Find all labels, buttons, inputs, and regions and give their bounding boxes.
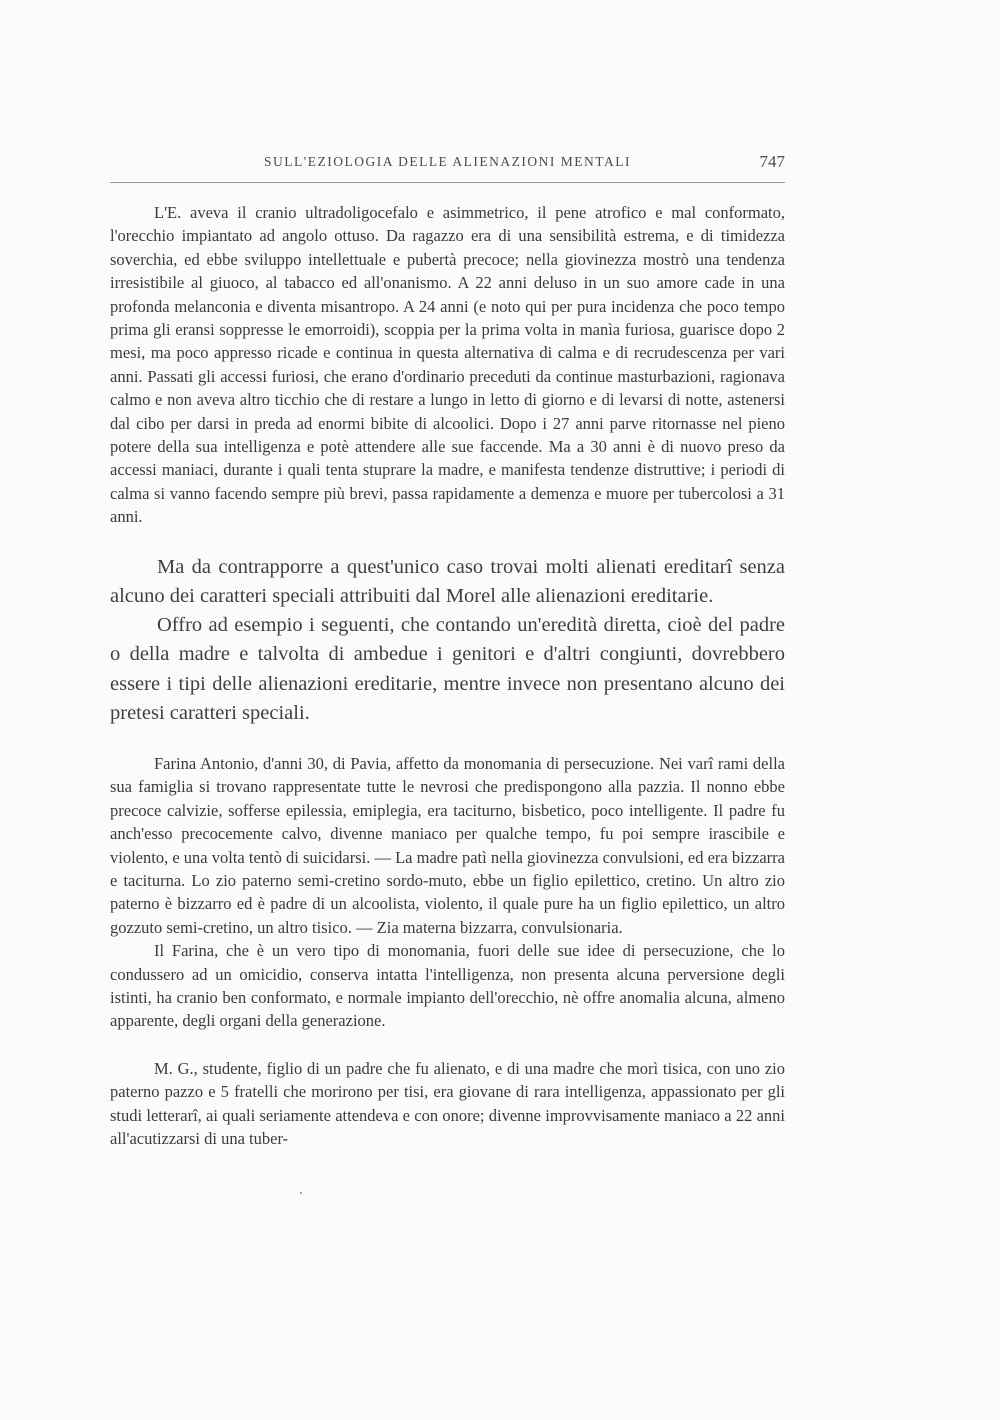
page-number: 747 [759, 152, 785, 171]
case-farina-section [110, 752, 785, 1033]
paragraph-case-mg: M. G., studente, figlio di un padre che fu alienato, e di una madre che morì tisica, con uno zio paterno pazzo e 5 fratelli che morirono per tisi, era giovane di rara intelligenza, appassionato per gli studi letterarî, ai quali seriamente attendeva e con onore; divenne improvvisamente maniaco a 22 anni all'acutizzarsi di una tuber- [110, 1058, 785, 1148]
case-mg-section [110, 1057, 785, 1151]
paragraph-large-1: Ma da contrapporre a quest'unico caso trovai molti alienati ereditarî senza alcuno dei caratteri speciali attribuiti dal Morel alle alienazioni ereditarie. [110, 555, 785, 607]
running-head [110, 150, 785, 183]
paragraph-case-farina-2: Il Farina, che è un vero tipo di monomania, fuori delle sue idee di persecuzione, che lo condussero ad un omicidio, conserva intatta l'intelligenza, non presenta alcuna perversione degli istinti, ha cranio ben conformato, e normale impianto dell'orecchio, nè offre anomalia alcuna, almeno apparente, degli organi della generazione. [110, 941, 785, 1031]
running-title: SULL'EZIOLOGIA DELLE ALIENAZIONI MENTALI [264, 154, 631, 169]
book-page [110, 150, 785, 1150]
paragraph-case-farina-1: Farina Antonio, d'anni 30, di Pavia, affetto da monomania di persecuzione. Nei varî rami della sua famiglia si trovano rappresentate tutte le nevrosi che predispongono alla pazzia. Il nonno ebbe precoce calvizie, sofferse epilessia, emiplegia, era taciturno, bisbetico, poco intelligente. Il padre fu anch'esso precocemente calvo, divenne maniaco per qualche tempo, fu poi sempre irascibile e violento, e una volta tentò di suicidarsi. — La madre patì nella giovinezza convulsioni, ed era bizzarra e taciturna. Lo zio paterno semi-cretino sordo-muto, ebbe un figlio epilettico, cretino. Un altro zio paterno è bizzarro ed è padre di un alcoolista, violento, il quale pure ha un figlio epilettico, un altro gozzuto semi-cretino, un altro tisico. — Zia materna bizzarra, convulsionaria. [110, 753, 785, 937]
case-le-section [110, 201, 785, 529]
paragraph-large-2: Offro ad esempio i seguenti, che contando un'eredità diretta, cioè del padre o della madre e talvolta di ambedue i genitori e d'altri congiunti, dovrebbero essere i tipi delle alienazioni ereditarie, mentre invece non presentano alcuno dei pretesi caratteri speciali. [110, 614, 785, 724]
large-text-section [110, 553, 785, 728]
paragraph-case-le: L'E. aveva il cranio ultradoligocefalo e asimmetrico, il pene atrofico e mal conformato, l'orecchio impiantato ad angolo ottuso. Da ragazzo era di una sensibilità estrema, e di timidezza soverchia, ed ebbe sviluppo intellettuale e pubertà precoce; nella giovinezza mostrò una tendenza irresistibile al giuoco, al tabacco ed all'onanismo. A 22 anni deluso in un suo amore cade in una profonda melanconia e diventa misantropo. A 24 anni (e noto qui per pura incidenza che poco tempo prima gli eransi soppresse le emorroidi), scoppia per la prima volta in manìa furiosa, guarisce dopo 2 mesi, ma poco appresso ricade e continua in questa alternativa di calma e di recrudescenza per vari anni. Passati gli accessi furiosi, che erano d'ordinario preceduti da continue masturbazioni, ragionava calmo e non aveva altro ticchio che di restare a lungo in letto di giorno e di levarsi di notte, astenersi dal cibo per darsi in preda ad enormi bibite di alcoolici. Dopo i 27 anni parve ritornasse nel pieno potere della sua intelligenza e potè attendere alle sue faccende. Ma a 30 anni è di nuovo preso da accessi maniaci, durante i quali tenta stuprare la madre, e manifesta tendenze distruttive; i periodi di calma si vanno facendo sempre più brevi, passa rapidamente a demenza e muore per tubercolosi a 31 anni. [110, 203, 785, 527]
stray-ink-dot [300, 1192, 302, 1194]
